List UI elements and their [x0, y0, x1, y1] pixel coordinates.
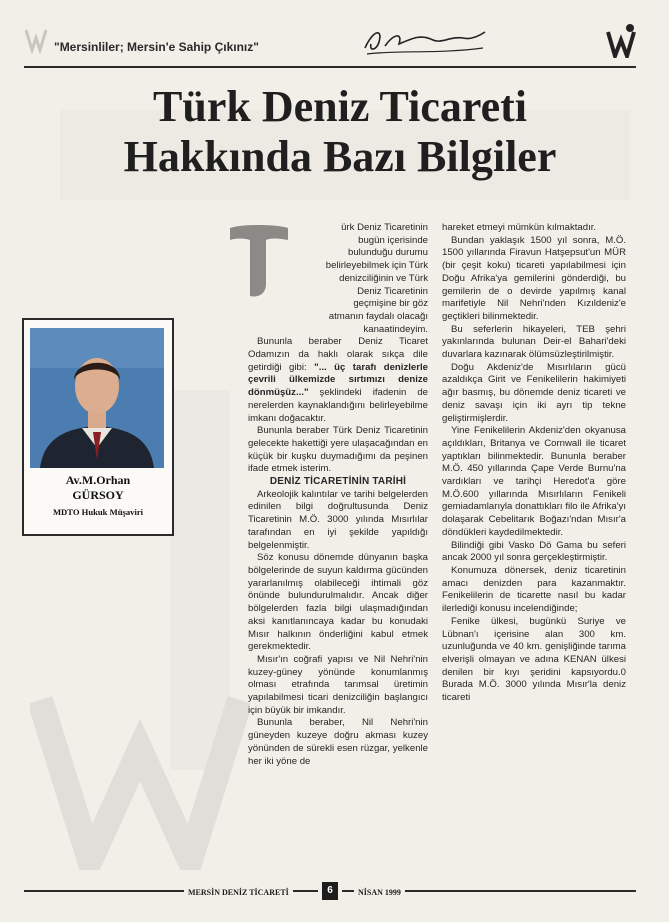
intro-line: atmanın faydalı olacağı [328, 310, 428, 322]
author-role: MDTO Hukuk Müşaviri [52, 507, 144, 517]
intro-line: bulunduğu durumu [347, 247, 428, 259]
paragraph-text: Bununla beraber Deniz Ticaret Odamızın da haklı olarak sıkça dile getirdiği gibi: [248, 336, 428, 373]
background-watermark-logo [30, 690, 250, 870]
intro-paragraph [284, 222, 428, 336]
paragraph: Yine Fenikelilerin Akdeniz'den okyanusa açıldıkları, Britanya ve Cornwall ile ticaret yaptıkları bilinmektedir. Bununla beraber M.Ö. 450 yıllarında Çape Verde Burnu'na vardıkları ve tarihçi Heredot'a göre M.Ö.600 yıllarında Mısırlıların Fenikeli gemiadamlarıyla donattıkları filo ile Afrika'yı dolaşarak Cebelitarık Boğazı'ndan Mısır'a döndükleri kaydedilmektedir. [442, 425, 626, 538]
footer-publication: MERSİN DENİZ TİCARETİ [184, 888, 293, 897]
quote-text: "... üç tarafı denizlerle çevrili ülkemizde sırtımızı denize dönmüşüz..." [248, 361, 428, 399]
paragraph: Doğu Akdeniz'de Mısırlıların gücü azaldıkça Girit ve Fenikelilerin hakimiyeti ağır basmış, bu dönemde deniz ticareti ve deniz savaşı için iki ayrı tip tekne geliştirmişlerdir. [442, 361, 626, 424]
intro-line: belirleyebilmek için Türk [325, 260, 428, 272]
paragraph: Bununla beraber Türk Deniz Ticaretinin gelecekte hakettiği yere ulaşacağından en küçük bir kuşku duymadığımı da peşinen ifade etmek isterim. [248, 425, 428, 475]
article-title-line1: Türk Deniz Ticareti [153, 82, 527, 131]
article-title [60, 82, 620, 182]
intro-line: Deniz Ticaretinin [357, 285, 428, 297]
page-number: 6 [322, 882, 338, 900]
author-photo [30, 328, 164, 468]
footer-date: NİSAN 1999 [354, 888, 405, 897]
author-name-line1: Av.M.Orhan [65, 473, 131, 487]
chamber-logo-icon [24, 26, 48, 54]
chamber-emblem-icon [606, 22, 636, 58]
author-portrait-image [30, 328, 164, 468]
intro-line: denizciliğinin ve Türk [339, 272, 428, 284]
header-rule [24, 66, 636, 68]
article-column-right [442, 222, 626, 705]
paragraph: Bu seferlerin hikayeleri, TEB şehri yakınlarında bulunan Deir-el Bahari'deki duvarlara kazınarak ölümsüzleştirilmiştir. [442, 323, 626, 361]
header-tagline: "Mersinliler; Mersin'e Sahip Çıkınız" [54, 40, 259, 54]
page-header [24, 22, 636, 66]
page-footer [24, 882, 636, 902]
intro-line: ürk Deniz Ticaretinin [341, 222, 428, 233]
author-card [22, 318, 174, 536]
paragraph: Bilindiği gibi Vasko Dö Gama bu seferi ancak 2000 yıl sonra gerçekleştirmiştir. [442, 539, 626, 564]
paragraph: Arkeolojik kalıntılar ve tarihi belgelerden edinilen bilgi doğrultusunda Deniz Ticaretinin M.Ö. 3000 yılında Mısırlılar tarafından en iyi şekilde yapıldığı belgelenmiştir. [248, 488, 428, 551]
intro-line: geçmişine bir göz [353, 298, 428, 310]
article-title-line2: Hakkında Bazı Bilgiler [123, 132, 557, 181]
paragraph-text: şeklindeki ifadenin de nerelerden kaynaklandığını belirleyebilme imkanı doğacaktır. [248, 387, 428, 424]
paragraph: Fenike ülkesi, bugünkü Suriye ve Lübnan'ı içerisine alan 300 km. uzunluğunda ve 40 km. genişliğinde tarıma elverişli olmayan ve adına KENAN ülkesi denilen bir kıyı şeridini kapsıyordu.0 Burada M.Ö. 3000 yılında Mısır'la deniz ticareti [442, 615, 626, 704]
section-heading: DENİZ TİCARETİNİN TARİHİ [269, 476, 407, 488]
paragraph: Mısır'ın coğrafi yapısı ve Nil Nehri'nin kuzey-güney yönünde konumlanmış olması etrafında tarımsal üretimin yapılabilmesi ticari denizciliğin başlangıcı için büyük bir imkandır. [248, 653, 428, 716]
paragraph: Bundan yaklaşık 1500 yıl sonra, M.Ö. 1500 yıllarında Firavun Hatşepsut'un MÜR (bir çeşit koku) ticareti yapılabilmesi için Doğu Afrika'ya gemilerini gönderdiği, bu gemilerin de o devirde yapılmış kanal marifetiyle Nil Nehri'nden Kızıldeniz'e geçtikleri bilinmektedir. [442, 234, 626, 322]
ataturk-signature [359, 24, 489, 58]
paragraph: Bununla beraber, Nil Nehri'nin güneyden kuzeye doğru akması kuzey yönünden de sürekli esen rüzgar, yelkenle her iki yöne de [248, 717, 428, 767]
paragraph: Konumuza dönersek, deniz ticaretinin amacı denizden para kazanmaktır. Fenikelilerin de ticarette nasıl bu kadar ilerlediği konusu incelendiğinde; [442, 564, 626, 615]
paragraph: Söz konusu dönemde dünyanın başka bölgelerinde de suyun kaldırma gücünden yararlanılmış olabileceği ihtimali göz önünde bulundurulmalıdır. Ancak diğer bölgelerden fazla bilgi ulaşmadığından aksi kanıtlanıncaya kadar bu konudaki Mısır halkının önderliğini kabul etmek gerekmektedir. [248, 552, 428, 653]
intro-line: kanaatindeyim. [363, 323, 428, 335]
paragraph: hareket etmeyi mümkün kılmaktadır. [442, 222, 597, 233]
intro-line: bugün içerisinde [358, 234, 428, 246]
article-column-left [248, 222, 428, 768]
author-name-line2: GÜRSOY [72, 488, 124, 502]
paragraph [248, 336, 428, 425]
